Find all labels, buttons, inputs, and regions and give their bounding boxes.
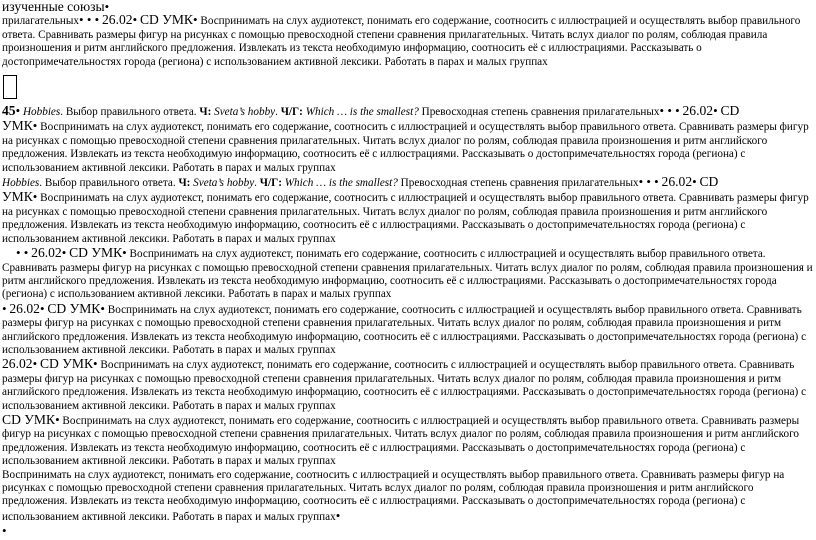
cd-umk-text: CD УМК (47, 300, 101, 316)
date-text: 26.02 (9, 300, 40, 316)
bullets: • • • (79, 12, 100, 28)
paragraph-2 (2, 104, 814, 175)
lesson-title: Hobbies (2, 177, 40, 190)
paragraph-7 (2, 413, 814, 469)
date-text: 26.02 (2, 356, 33, 372)
bullet: • (32, 118, 38, 134)
date-text: 26.02 (682, 103, 714, 119)
description-text: Воспринимать на слух аудиотекст, понимать его содержание, соотносить с иллюстрацией и осуществлять выбор правильного ответа. Сравнивать размеры фигур на рисунках с помощью превосходной степени сравнения прилагательных. Читать вслух диалог по ролям, соблюдая правила произношения и ритм английского предложения. Извлекать из текста необходимую информацию, соотносить её с иллюстрациями. Рассказывать о достопримечательностях города (региона) с использованием активной лексики. Работать в парах и малых группах (2, 468, 785, 523)
grammar-text: Which … is the smallest? (284, 177, 398, 190)
paragraph-3 (2, 175, 814, 246)
paragraph-6 (2, 357, 814, 413)
bullet: • (15, 103, 21, 119)
cd-umk-text: CD УМК (2, 411, 56, 427)
umk-text: УМК (2, 189, 33, 205)
paragraph-1 (2, 13, 814, 69)
bullet: • (713, 103, 718, 119)
bullet: • (2, 300, 7, 316)
description-text: Воспринимать на слух аудиотекст, понимать его содержание, соотносить с иллюстрацией и осуществлять выбор правильного ответа. Сравнивать размеры фигур на рисунках с помощью превосходной степени сравнения прилагательных. Читать вслух диалог по ролям, соблюдая правила произношения и ритм английского предложения. Извлекать из текста необходимую информацию, соотносить её с иллюстрациями. Рассказывать о достопримечательностях города (региона) с использованием активной лексики. Работать в парах и малых группах (2, 121, 809, 174)
cd-umk-text: CD УМК (69, 245, 123, 261)
top-text: изученные союзы (2, 0, 105, 14)
adjectives-text: прилагательных (2, 15, 80, 28)
paragraph-5 (2, 302, 814, 358)
lesson-after-title: . Выбор правильного ответа. (60, 106, 200, 119)
bullet: • (100, 300, 105, 316)
cd-text: CD (720, 103, 740, 119)
umk-text: УМК (2, 118, 33, 134)
grammar-label: Ч/Г: (280, 106, 303, 119)
paragraph-8 (2, 469, 814, 525)
lesson-after-title: . Выбор правильного ответа. (39, 177, 179, 190)
cd-umk-text: CD УМК (139, 12, 193, 28)
bullet: • (104, 0, 110, 14)
lesson-title: Hobbies (22, 106, 61, 119)
grammar-topic: Превосходная степень сравнения прилагательных (418, 106, 660, 119)
paragraph-4 (2, 246, 814, 302)
bullet: • (32, 356, 38, 372)
description-text: Воспринимать на слух аудиотекст, понимать его содержание, соотносить с иллюстрацией и осуществлять выбор правильного ответа. Сравнивать размеры фигур на рисунках с помощью превосходной степени сравнения прилагательных. Читать вслух диалог по ролям, соблюдая правила произношения и ритм английского предложения. Извлекать из текста необходимую информацию, соотносить её с иллюстрациями. Рассказывать о достопримечательностях города (региона) с использованием активной лексики. Работать в парах и малых группах (2, 414, 800, 468)
lesson-number: 45 (2, 103, 16, 119)
description-text: Воспринимать на слух аудиотекст, понимать его содержание, соотносить с иллюстрацией и осуществлять выбор правильного ответа. Сравнивать размеры фигур на рисунках с помощью превосходной степени сравнения прилагательных. Читать вслух диалог по ролям, соблюдая правила произношения и ритм английского предложения. Извлекать из текста необходимую информацию, соотносить её с иллюстрациями. Рассказывать о достопримечательностях города (региона) с использованием активной лексики. Работать в парах и малых группах (2, 15, 801, 68)
paragraph-top (2, 0, 814, 13)
reading-text: Sveta’s hobby (214, 106, 276, 119)
cd-umk-text: CD УМК (39, 356, 94, 372)
bullet: • (93, 356, 98, 372)
date-text: 26.02 (101, 12, 133, 28)
bullet: • (32, 189, 38, 205)
date-text: 26.02 (31, 245, 62, 261)
reading-text: Sveta’s hobby (193, 177, 255, 190)
document-page (2, 0, 814, 540)
grammar-text: Which … is the smallest? (305, 106, 419, 119)
bullet: • (193, 12, 198, 28)
grammar-topic: Превосходная степень сравнения прилагательных (397, 177, 639, 190)
bullet: • (61, 245, 67, 261)
description-text: Воспринимать на слух аудиотекст, понимать его содержание, соотносить с иллюстрацией и осуществлять выбор правильного ответа. Сравнивать размеры фигур на рисунках с помощью превосходной степени сравнения прилагательных. Читать вслух диалог по ролям, соблюдая правила произношения и ритм английского предложения. Извлекать из текста необходимую информацию, соотносить её с иллюстрациями. Рассказывать о достопримечательностях города (региона) с использованием активной лексики. Работать в парах и малых группах (2, 359, 807, 412)
bullet: • (692, 174, 697, 190)
bullets: • • (15, 245, 29, 261)
description-text: Воспринимать на слух аудиотекст, понимать его содержание, соотносить с иллюстрацией и осуществлять выбор правильного ответа. Сравнивать размеры фигур на рисунках с помощью превосходной степени сравнения прилагательных. Читать вслух диалог по ролям, соблюдая правила произношения и ритм английского предложения. Извлекать из текста необходимую информацию, соотносить её с иллюстрациями. Рассказывать о достопримечательностях города (региона) с использованием активной лексики. Работать в парах и малых группах (2, 248, 813, 301)
bullet: • (122, 245, 127, 261)
reading-label: Ч: (199, 106, 212, 119)
date-text: 26.02 (661, 174, 693, 190)
reading-label: Ч: (178, 177, 191, 190)
bullet: • (39, 300, 45, 316)
checkbox-box[interactable] (3, 75, 17, 99)
grammar-label: Ч/Г: (259, 177, 282, 190)
paragraph-9 (2, 524, 814, 539)
cd-text: CD (699, 174, 719, 190)
reading-after: . (275, 106, 281, 119)
bullet: • (132, 12, 138, 28)
description-text: Воспринимать на слух аудиотекст, понимать его содержание, соотносить с иллюстрацией и осуществлять выбор правильного ответа. Сравнивать размеры фигур на рисунках с помощью превосходной степени сравнения прилагательных. Читать вслух диалог по ролям, соблюдая правила произношения и ритм английского предложения. Извлекать из текста необходимую информацию, соотносить её с иллюстрациями. Рассказывать о достопримечательностях города (региона) с использованием активной лексики. Работать в парах и малых группах (2, 192, 809, 245)
description-text: Воспринимать на слух аудиотекст, понимать его содержание, соотносить с иллюстрацией и осуществлять выбор правильного ответа. Сравнивать размеры фигур на рисунках с помощью превосходной степени сравнения прилагательных. Читать вслух диалог по ролям, соблюдая правила произношения и ритм английского предложения. Извлекать из текста необходимую информацию, соотносить её с иллюстрациями. Рассказывать о достопримечательностях города (региона) с использованием активной лексики. Работать в парах и малых группах (2, 303, 807, 356)
bullet: • (335, 507, 341, 523)
bullets: • • • (638, 174, 659, 190)
bullets: • • • (659, 103, 680, 119)
bullet: • (55, 411, 60, 427)
reading-after: . (254, 177, 260, 190)
bullet: • (2, 523, 7, 539)
